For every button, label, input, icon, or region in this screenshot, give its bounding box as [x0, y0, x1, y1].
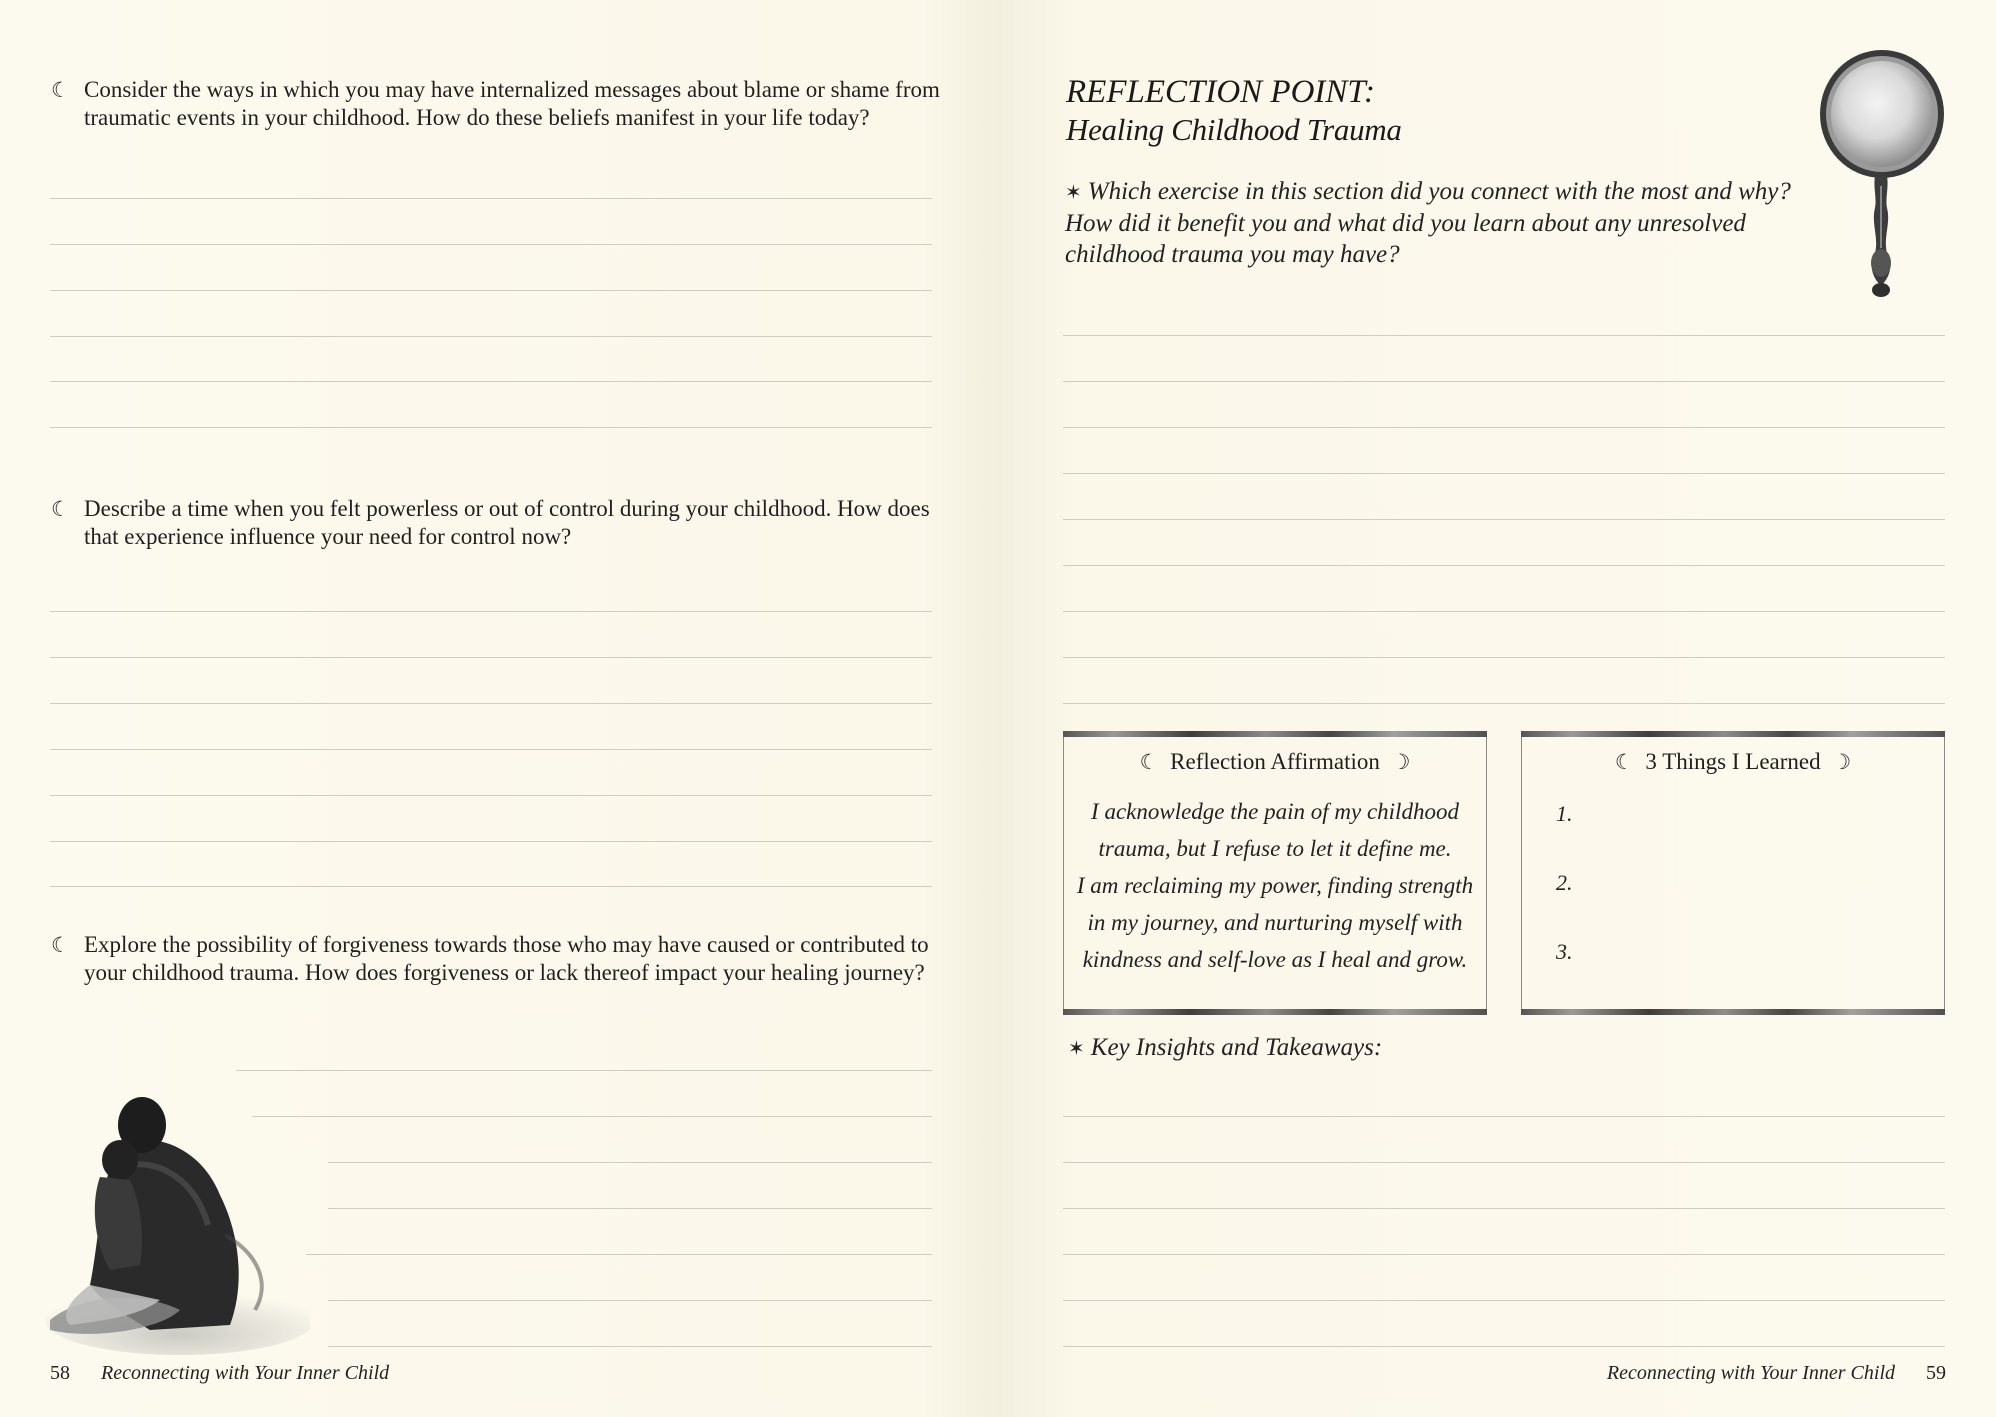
writing-line[interactable]	[50, 336, 932, 337]
question-text: Describe a time when you felt powerless or out of control during your childhood. How does that experience influence your need for control now?	[84, 496, 930, 549]
key-insights-text: Key Insights and Takeaways:	[1090, 1034, 1383, 1061]
reflection-title: REFLECTION POINT:	[1066, 74, 1375, 110]
things-learned-heading-text: 3 Things I Learned	[1645, 749, 1821, 774]
writing-line[interactable]	[50, 427, 932, 428]
writing-line[interactable]	[328, 1208, 932, 1209]
writing-line[interactable]	[50, 290, 932, 291]
father-hugging-child-illustration	[30, 1085, 310, 1355]
writing-line[interactable]	[1063, 1116, 1945, 1117]
question-text: Explore the possibility of forgiveness towards those who may have caused or contributed to your childhood trauma. How does forgiveness or lack thereof impact your healing journey?	[84, 932, 929, 985]
affirmation-line: trauma, but I refuse to let it define me.	[1098, 836, 1452, 861]
writing-line[interactable]	[50, 244, 932, 245]
footer-right	[1607, 1360, 1946, 1386]
writing-line[interactable]	[1063, 335, 1945, 336]
crescent-moon-icon: ☾	[1139, 750, 1159, 774]
hand-mirror-illustration	[1815, 48, 1950, 303]
things-learned-heading	[1522, 747, 1944, 777]
writing-line[interactable]	[252, 1116, 932, 1117]
footer-left	[50, 1360, 389, 1386]
writing-line[interactable]	[236, 1070, 932, 1071]
things-learned-box	[1521, 731, 1945, 1015]
question-3	[51, 931, 944, 987]
writing-line[interactable]	[1063, 565, 1945, 566]
writing-line[interactable]	[1063, 519, 1945, 520]
writing-line[interactable]	[50, 795, 932, 796]
writing-line[interactable]	[50, 611, 932, 612]
affirmation-heading	[1064, 747, 1486, 777]
writing-line[interactable]	[50, 886, 932, 887]
question-text: Consider the ways in which you may have internalized messages about blame or shame from traumatic events in your childhood. How do these beliefs manifest in your life today?	[84, 77, 940, 130]
writing-line[interactable]	[328, 1346, 932, 1347]
moon-bullet-icon: ☾	[51, 78, 70, 102]
star-bullet-icon: ✶	[1065, 180, 1082, 204]
reflection-question-text: Which exercise in this section did you connect with the most and why? How did it benefit you and what did you learn about any unresolved childhood trauma you may have?	[1065, 178, 1791, 268]
affirmation-line: I am reclaiming my power, finding strength	[1076, 873, 1474, 898]
key-insights-heading	[1068, 1032, 1382, 1064]
writing-line[interactable]	[50, 657, 932, 658]
writing-line[interactable]	[328, 1162, 932, 1163]
crescent-moon-icon: ☽	[1391, 750, 1411, 774]
writing-line[interactable]	[1063, 1300, 1945, 1301]
writing-line[interactable]	[1063, 1346, 1945, 1347]
writing-line[interactable]	[50, 749, 932, 750]
affirmation-line: in my journey, and nurturing myself with	[1087, 910, 1463, 935]
writing-line[interactable]	[328, 1300, 932, 1301]
writing-line[interactable]	[1063, 703, 1945, 704]
writing-line[interactable]	[1063, 611, 1945, 612]
question-2	[51, 495, 934, 551]
moon-bullet-icon: ☾	[51, 933, 70, 957]
things-learned-item-1[interactable]: 1.	[1556, 801, 1573, 826]
writing-line[interactable]	[50, 198, 932, 199]
writing-line[interactable]	[1063, 473, 1945, 474]
writing-line[interactable]	[1063, 1208, 1945, 1209]
writing-line[interactable]	[1063, 381, 1945, 382]
writing-line[interactable]	[50, 841, 932, 842]
reflection-subtitle: Healing Childhood Trauma	[1066, 112, 1402, 147]
writing-line[interactable]	[50, 703, 932, 704]
crescent-moon-icon: ☽	[1832, 750, 1852, 774]
moon-bullet-icon: ☾	[51, 497, 70, 521]
crescent-moon-icon: ☾	[1614, 750, 1634, 774]
question-1	[51, 76, 944, 132]
page-number: 58	[50, 1362, 70, 1384]
writing-line[interactable]	[1063, 1162, 1945, 1163]
writing-line[interactable]	[1063, 427, 1945, 428]
things-learned-item-2[interactable]: 2.	[1556, 870, 1573, 895]
affirmation-line: kindness and self-love as I heal and grow.	[1082, 947, 1468, 972]
writing-line[interactable]	[306, 1254, 932, 1255]
affirmation-text	[1072, 793, 1478, 978]
affirmation-line: I acknowledge the pain of my childhood	[1091, 799, 1459, 824]
star-bullet-icon: ✶	[1068, 1036, 1085, 1060]
footer-book-title: Reconnecting with Your Inner Child	[1606, 1362, 1895, 1384]
reflection-question	[1065, 176, 1805, 270]
things-learned-item-3[interactable]: 3.	[1556, 939, 1573, 964]
writing-line[interactable]	[1063, 1254, 1945, 1255]
footer-book-title: Reconnecting with Your Inner Child	[101, 1362, 390, 1384]
writing-line[interactable]	[50, 381, 932, 382]
writing-line[interactable]	[1063, 657, 1945, 658]
affirmation-heading-text: Reflection Affirmation	[1170, 749, 1380, 774]
reflection-affirmation-box	[1063, 731, 1487, 1015]
page-number: 59	[1926, 1362, 1946, 1384]
